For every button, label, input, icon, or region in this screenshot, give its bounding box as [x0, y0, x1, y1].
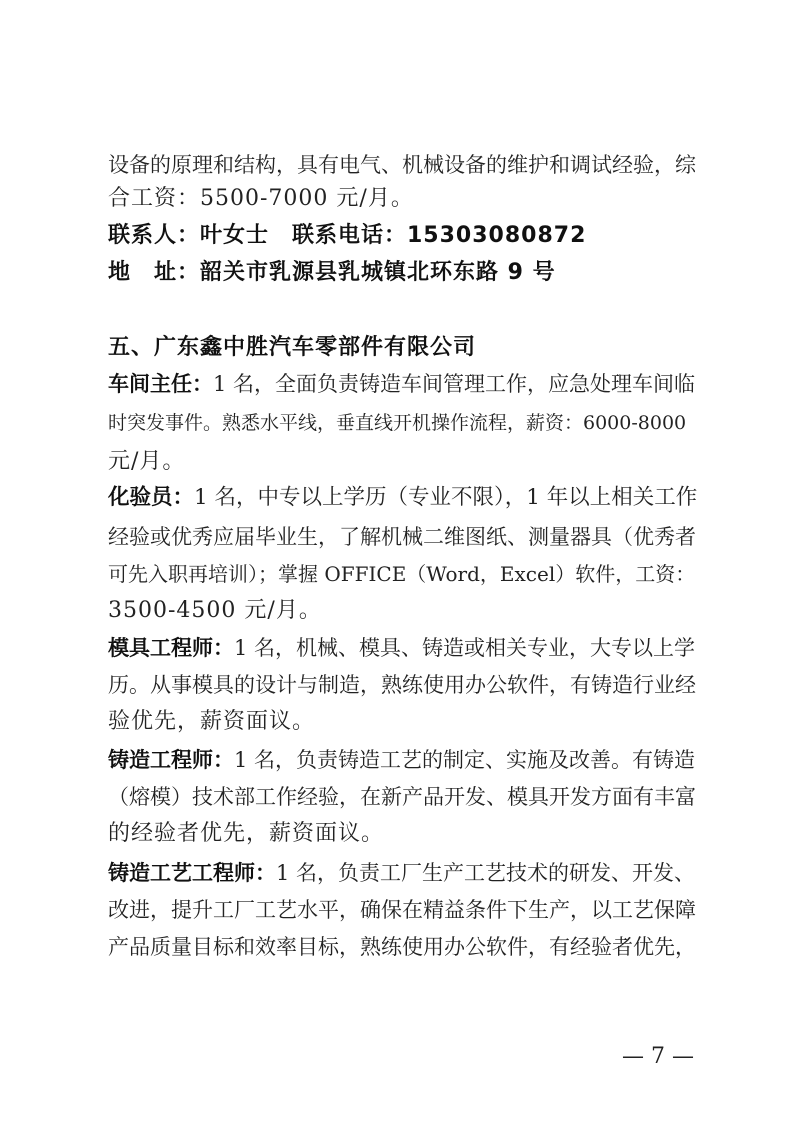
address-line: 地 址：韶关市乳源县乳城镇北环东路 9 号 — [108, 260, 556, 285]
job-title: 模具工程师： — [108, 636, 234, 660]
job-line: （熔模）技术部工作经验，在新产品开发、模具开发方面有丰富 — [108, 785, 696, 809]
job-title: 化验员： — [108, 485, 195, 510]
job-text: 1 名，负责铸造工艺的制定、实施及改善。有铸造 — [234, 748, 696, 772]
job-first-line — [108, 858, 695, 888]
job-text: 1 名，中专以上学历（专业不限），1 年以上相关工作 — [194, 485, 698, 510]
job-first-line — [108, 633, 695, 663]
job-title: 铸造工程师： — [108, 748, 234, 772]
intro-line-1: 设备的原理和结构，具有电气、机械设备的维护和调试经验，综 — [108, 153, 696, 177]
job-line: 验优先，薪资面议。 — [108, 709, 316, 734]
job-line: 历。从事模具的设计与制造，熟练使用办公软件，有铸造行业经 — [108, 673, 696, 697]
job-line: 时突发事件。熟悉水平线，垂直线开机操作流程，薪资：6000-8000 — [108, 412, 687, 434]
job-title: 车间主任： — [108, 372, 213, 396]
job-title: 铸造工艺工程师： — [108, 861, 276, 885]
contact-line: 联系人：叶女士 联系电话：15303080872 — [108, 223, 587, 248]
job-text: 1 名，全面负责铸造车间管理工作，应急处理车间临 — [213, 372, 696, 396]
job-line: 3500-4500 元/月。 — [108, 598, 322, 623]
page-number: — 7 — — [622, 1044, 694, 1069]
job-line: 元/月。 — [108, 449, 186, 474]
job-text: 1 名，机械、模具、铸造或相关专业，大专以上学 — [234, 636, 696, 660]
job-line: 产品质量目标和效率目标，熟练使用办公软件，有经验者优先， — [108, 935, 696, 959]
job-line: 可先入职再培训）；掌握 OFFICE（Word，Excel）软件，工资： — [108, 562, 696, 586]
job-first-line — [108, 369, 695, 399]
job-line: 的经验者优先，薪资面议。 — [108, 821, 385, 846]
job-line: 改进，提升工厂工艺水平，确保在精益条件下生产，以工艺保障 — [108, 898, 696, 922]
job-first-line — [108, 745, 695, 775]
job-first-line — [108, 483, 697, 513]
intro-line-2: 合工资：5500-7000 元/月。 — [108, 186, 414, 211]
job-text: 1 名，负责工厂生产工艺技术的研发、开发、 — [276, 861, 696, 885]
job-line: 经验或优秀应届毕业生，了解机械二维图纸、测量器具（优秀者 — [108, 525, 696, 549]
company-heading: 五、广东鑫中胜汽车零部件有限公司 — [108, 335, 477, 360]
